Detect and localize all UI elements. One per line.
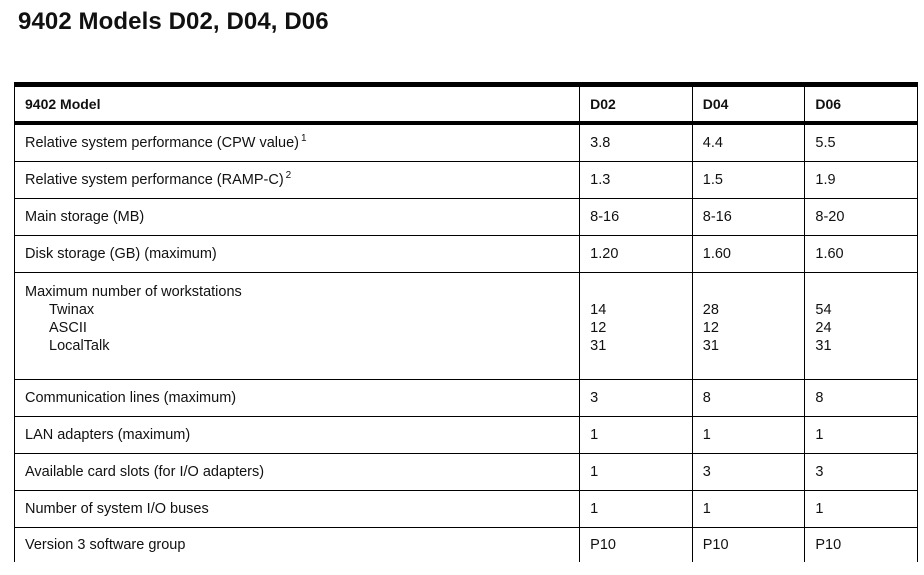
cell-d06: 5.5 <box>805 123 918 162</box>
value-twinax: 54 <box>815 302 832 318</box>
cell-d02: 3.8 <box>580 123 693 162</box>
row-label: Version 3 software group <box>15 528 580 563</box>
value-ascii: 12 <box>702 320 719 336</box>
model-spec-table <box>14 82 918 562</box>
footnote-marker: 2 <box>285 170 292 181</box>
header-model-d04: D04 <box>692 85 805 124</box>
workstations-row <box>15 273 918 380</box>
cell-d06: 8-20 <box>805 199 918 236</box>
cell-d02: 1 <box>580 491 693 528</box>
cell-d04: 1 <box>692 491 805 528</box>
cell-d02: 1.20 <box>580 236 693 273</box>
value-twinax: 14 <box>590 302 607 318</box>
cell-d02: 8-16 <box>580 199 693 236</box>
cell-d04 <box>692 273 805 380</box>
cell-d06: 1.9 <box>805 162 918 199</box>
cell-d04: 8-16 <box>692 199 805 236</box>
cell-d04: 1.5 <box>692 162 805 199</box>
cell-d02: 3 <box>580 380 693 417</box>
table-row <box>15 380 918 417</box>
value-localtalk: 31 <box>702 338 719 354</box>
cell-d06: P10 <box>805 528 918 563</box>
cell-d06 <box>805 273 918 380</box>
header-model-d06: D06 <box>805 85 918 124</box>
row-label <box>15 273 580 380</box>
header-model-d02: D02 <box>580 85 693 124</box>
cell-d02 <box>580 273 693 380</box>
footnote-marker: 1 <box>300 133 307 144</box>
cell-d06: 3 <box>805 454 918 491</box>
cell-d04: 1 <box>692 417 805 454</box>
table-row <box>15 528 918 563</box>
row-label: Disk storage (GB) (maximum) <box>15 236 580 273</box>
cell-d02: P10 <box>580 528 693 563</box>
row-label: Number of system I/O buses <box>15 491 580 528</box>
table-row <box>15 199 918 236</box>
row-label: Communication lines (maximum) <box>15 380 580 417</box>
table-row <box>15 491 918 528</box>
sub-label-twinax: Twinax <box>49 302 95 318</box>
cell-d06: 1.60 <box>805 236 918 273</box>
table-row <box>15 417 918 454</box>
header-model-label: 9402 Model <box>15 85 580 124</box>
workstations-label: Maximum number of workstations <box>25 284 242 300</box>
cell-d04: 1.60 <box>692 236 805 273</box>
value-localtalk: 31 <box>590 338 607 354</box>
value-localtalk: 31 <box>815 338 832 354</box>
row-label-text: Relative system performance (CPW value) <box>25 135 299 151</box>
cell-d06: 8 <box>805 380 918 417</box>
sub-label-localtalk: LocalTalk <box>49 338 110 354</box>
row-label: Main storage (MB) <box>15 199 580 236</box>
row-label <box>15 123 580 162</box>
cell-d06: 1 <box>805 491 918 528</box>
table-row <box>15 123 918 162</box>
table-row <box>15 236 918 273</box>
cell-d02: 1 <box>580 454 693 491</box>
cell-d04: 8 <box>692 380 805 417</box>
value-ascii: 24 <box>815 320 832 336</box>
cell-d04: 3 <box>692 454 805 491</box>
row-label: Available card slots (for I/O adapters) <box>15 454 580 491</box>
row-label-text: Relative system performance (RAMP-C) <box>25 172 284 188</box>
table-row <box>15 454 918 491</box>
cell-d06: 1 <box>805 417 918 454</box>
page-title: 9402 Models D02, D04, D06 <box>18 8 329 35</box>
row-label: LAN adapters (maximum) <box>15 417 580 454</box>
cell-d02: 1 <box>580 417 693 454</box>
cell-d02: 1.3 <box>580 162 693 199</box>
cell-d04: P10 <box>692 528 805 563</box>
table-header-row <box>15 85 918 124</box>
sub-label-ascii: ASCII <box>49 320 87 336</box>
value-ascii: 12 <box>590 320 607 336</box>
cell-d04: 4.4 <box>692 123 805 162</box>
value-twinax: 28 <box>702 302 719 318</box>
table-row <box>15 162 918 199</box>
row-label <box>15 162 580 199</box>
